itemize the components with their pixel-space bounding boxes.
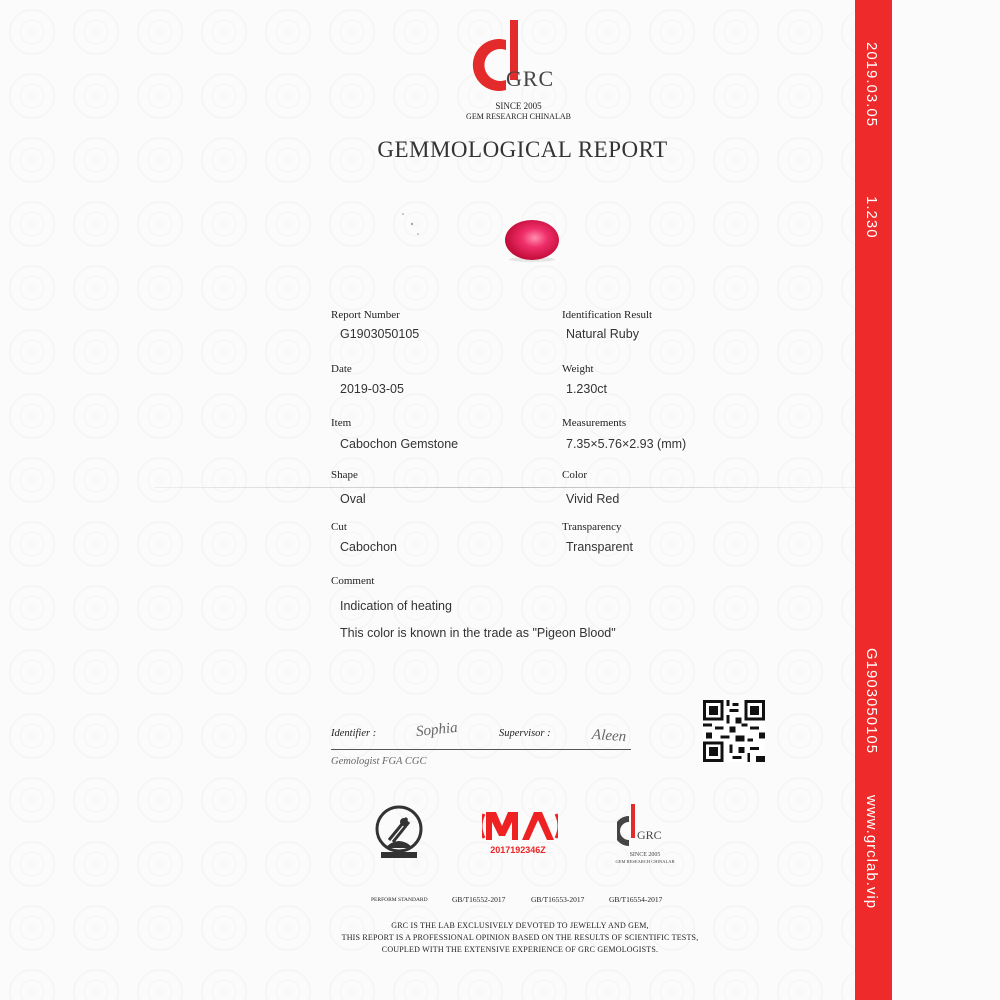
report-number-value: G1903050105 xyxy=(340,327,420,341)
footer-line-2: THIS REPORT IS A PROFESSIONAL OPINION BASED ON THE RESULTS OF SCIENTIFIC TESTS, xyxy=(341,933,699,942)
comment-line-2: This color is known in the trade as "Pigeon Blood" xyxy=(340,626,616,640)
item-value: Cabochon Gemstone xyxy=(340,437,459,451)
perform-standard-label: PERFORM STANDARD xyxy=(371,897,428,903)
gemologist-credentials: Gemologist FGA CGC xyxy=(331,756,427,767)
gem-photo xyxy=(505,220,559,260)
identifier-signature: Sophia xyxy=(415,719,459,741)
standard-item: GB/T16553-2017 xyxy=(531,895,585,904)
band-weight: 1.230 xyxy=(863,196,880,239)
supervisor-label: Supervisor : xyxy=(499,728,551,739)
band-website[interactable]: www.grclab.vip xyxy=(863,795,880,910)
measurements-value: 7.35×5.76×2.93 (mm) xyxy=(566,437,687,451)
since-text: SINCE 2005 xyxy=(495,101,542,111)
color-label: Color xyxy=(562,469,588,481)
band-date: 2019.03.05 xyxy=(863,42,880,128)
comment-line-1: Indication of heating xyxy=(340,599,452,613)
cma-certificate-code: 2017192346Z xyxy=(490,845,546,855)
item-label: Item xyxy=(331,417,352,429)
transparency-value: Transparent xyxy=(566,540,633,554)
standard-item: GB/T16554-2017 xyxy=(609,895,663,904)
qr-code-icon[interactable] xyxy=(703,700,765,762)
dust-specks xyxy=(398,210,428,240)
weight-value: 1.230ct xyxy=(566,382,608,396)
weight-label: Weight xyxy=(562,363,594,375)
cnas-seal-icon xyxy=(373,804,425,862)
cut-label: Cut xyxy=(331,521,347,533)
footer-line-1: GRC IS THE LAB EXCLUSIVELY DEVOTED TO JEWELLY AND GEM, xyxy=(391,921,649,930)
fold-crease xyxy=(155,487,855,488)
lab-name: GEM RESEARCH CHINALAB xyxy=(466,112,571,121)
signature-line xyxy=(331,749,631,750)
identification-label: Identification Result xyxy=(562,309,653,321)
transparency-label: Transparency xyxy=(562,521,622,533)
footer-line-3: COUPLED WITH THE EXTENSIVE EXPERIENCE OF GRC GEMOLOGISTS. xyxy=(381,945,659,954)
comment-label: Comment xyxy=(331,575,375,587)
grc-small-lab: GEM RESEARCH CHINALAB xyxy=(615,859,675,864)
date-value: 2019-03-05 xyxy=(340,382,404,396)
identification-value: Natural Ruby xyxy=(566,327,639,341)
date-label: Date xyxy=(331,363,352,375)
standard-item: GB/T16552-2017 xyxy=(452,895,506,904)
report-title: GEMMOLOGICAL REPORT xyxy=(377,137,668,162)
grc-small-since: SINCE 2005 xyxy=(629,852,661,858)
shape-value: Oval xyxy=(340,492,366,506)
shape-label: Shape xyxy=(331,469,358,481)
identifier-label: Identifier : xyxy=(331,728,377,739)
side-band xyxy=(855,0,892,1000)
cma-logo-icon xyxy=(482,806,558,844)
measurements-label: Measurements xyxy=(562,417,627,429)
color-value: Vivid Red xyxy=(566,492,620,506)
grc-small-brand: GRC xyxy=(637,828,662,842)
supervisor-signature: Aleen xyxy=(591,726,627,746)
band-report-number: G1903050105 xyxy=(863,648,880,755)
cut-value: Cabochon xyxy=(340,540,397,554)
logo-brand-text: GRC xyxy=(506,66,555,91)
report-number-label: Report Number xyxy=(331,309,400,321)
